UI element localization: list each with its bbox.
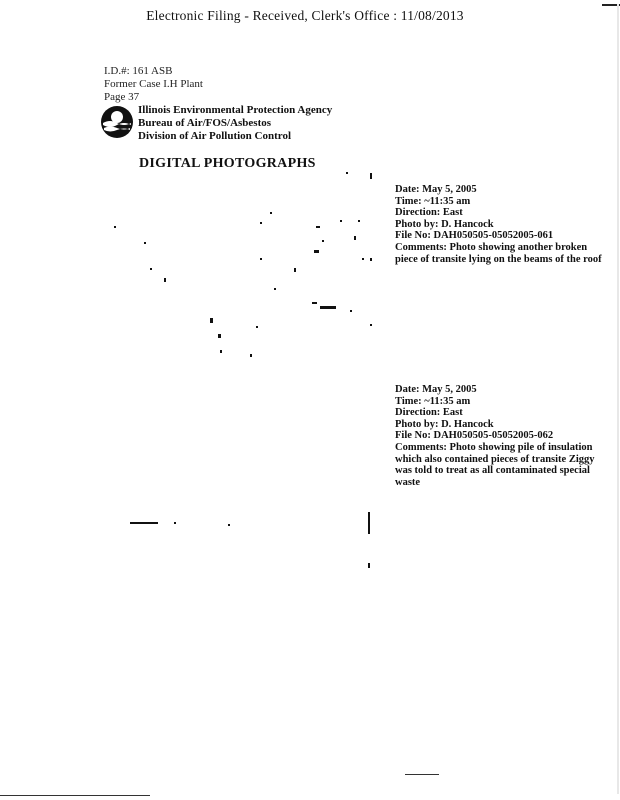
photo-2-file-no: File No: DAH050505-05052005-062 [395, 430, 554, 442]
photo-2-date: Date: May 5, 2005 [395, 384, 477, 395]
photo-1-image [100, 170, 380, 370]
footer-short-rule [405, 774, 439, 775]
photo-2-time: Time: ~11:35 am [395, 395, 471, 407]
photo-2-photographer: Photo by: D. Hancock [395, 418, 494, 430]
id-line: I.D.#: 161 ASB [104, 65, 173, 77]
photo-2-info [395, 384, 595, 488]
photo-1-file-no: File No: DAH050505-05052005-061 [395, 230, 554, 242]
agency-seal-icon [100, 105, 134, 139]
agency-name: Illinois Environmental Protection Agency [138, 104, 333, 116]
photo-2-direction: Direction: East [395, 407, 463, 419]
page-edge [617, 4, 619, 794]
case-line: Former Case I.H Plant [104, 78, 203, 90]
photo-1-comments-line-2: piece of transite lying on the beams of the roof [395, 253, 602, 265]
photo-2-comments-line-1: Comments: Photo showing pile of insulation [395, 441, 593, 453]
photo-1-direction: Direction: East [395, 207, 463, 219]
photo-1-photographer: Photo by: D. Hancock [395, 218, 494, 230]
section-title: DIGITAL PHOTOGRAPHS [139, 156, 316, 171]
agency-block [138, 104, 332, 143]
photo-2-image [100, 500, 380, 580]
photo-2-mark [368, 512, 370, 534]
photo-1-info [395, 184, 602, 265]
footer-rule [0, 795, 150, 796]
photo-1-time: Time: ~11:35 am [395, 195, 471, 207]
photo-2-dot [368, 563, 370, 568]
photo-2-comments-line-2: which also contained pieces of transite Ziggy [395, 453, 595, 465]
filing-header: Electronic Filing - Received, Clerk's Office : 11/08/2013 [146, 8, 464, 23]
photo-2-comments-line-3: was told to treat as all contaminated special [395, 465, 590, 477]
photo-1-comments-line-1: Comments: Photo showing another broken [395, 241, 588, 253]
agency-bureau: Bureau of Air/FOS/Asbestos [138, 117, 272, 129]
photo-1-date: Date: May 5, 2005 [395, 184, 477, 195]
photo-2-comments-line-4: waste [395, 476, 421, 488]
agency-division: Division of Air Pollution Control [138, 130, 292, 142]
page-line: Page 37 [104, 91, 140, 103]
